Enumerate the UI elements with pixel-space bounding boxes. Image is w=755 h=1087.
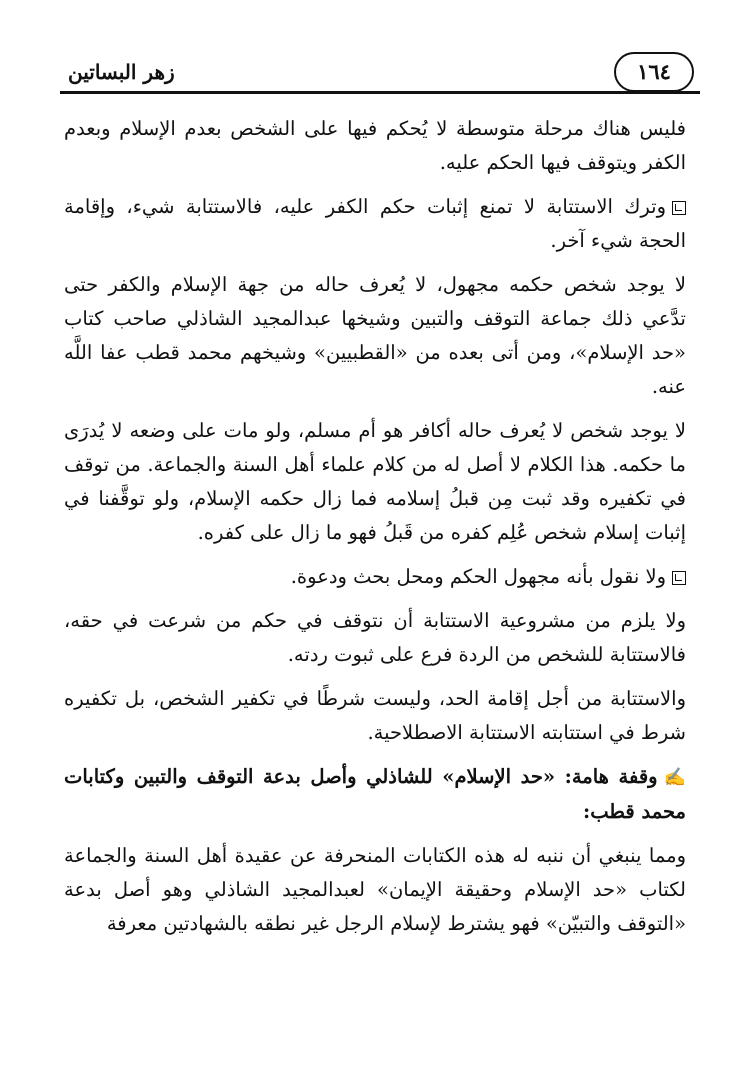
- paragraph-text: ولا نقول بأنه مجهول الحكم ومحل بحث ودعوة.: [290, 565, 666, 588]
- checkbox-icon: [672, 201, 686, 215]
- page-body: [64, 112, 686, 951]
- paragraph-text: ومما ينبغي أن ننبه له هذه الكتابات المنحرفة عن عقيدة أهل السنة والجماعة لكتاب «حد الإسلام وحقيقة الإيمان» لعبدالمجيد الشاذلي وهو أصل بدعة «التوقف والتبيّن» فهو يشترط لإسلام الرجل غير نطقه بالشهادتين معرفة: [64, 843, 686, 935]
- book-title: زهر البساتين: [68, 60, 175, 84]
- paragraph: [64, 112, 686, 180]
- paragraph-text: لا يوجد شخص لا يُعرف حاله أكافر هو أم مسلم، ولو مات على وضعه لا يُدرَى ما حكمه. هذا الكلام لا أصل له من كلام علماء أهل السنة والجماعة. من توقف في تكفيره وقد ثبت مِن قبلُ إسلامه فما زال حكمه الإسلام، ولو توقَّفنا في إثبات إسلام شخص عُلِم كفره من قَبلُ فهو ما زال على كفره.: [64, 419, 686, 544]
- paragraph-text: والاستتابة من أجل إقامة الحد، وليست شرطًا في تكفير الشخص، بل تكفيره شرط في استتابته الاستتابة الاصطلاحية.: [64, 687, 686, 744]
- checkbox-icon: [672, 571, 686, 585]
- page-header: [60, 50, 700, 100]
- paragraph: [64, 414, 686, 550]
- paragraph: [64, 268, 686, 404]
- header-rule: [60, 91, 700, 94]
- boxed-paragraph: [64, 190, 686, 258]
- heading-text: وقفة هامة: «حد الإسلام» للشاذلي وأصل بدعة التوقف والتبين وكتابات محمد قطب:: [64, 765, 686, 823]
- page-number-badge: ١٦٤: [614, 52, 694, 92]
- paragraph: [64, 839, 686, 941]
- paragraph: [64, 604, 686, 672]
- paragraph-text: فليس هناك مرحلة متوسطة لا يُحكم فيها على الشخص بعدم الإسلام وبعدم الكفر ويتوقف فيها الحكم عليه.: [64, 117, 686, 174]
- section-heading: [64, 760, 686, 829]
- writing-hand-icon: ✍: [663, 766, 686, 788]
- boxed-paragraph: [64, 560, 686, 594]
- paragraph-text: وترك الاستتابة لا تمنع إثبات حكم الكفر عليه، فالاستتابة شيء، وإقامة الحجة شيء آخر.: [64, 195, 686, 252]
- paragraph-text: لا يوجد شخص حكمه مجهول، لا يُعرف حاله من جهة الإسلام والكفر حتى تدَّعي ذلك جماعة التوقف والتبين وشيخها عبدالمجيد الشاذلي صاحب كتاب «حد الإسلام»، ومن أتى بعده من «القطبيين» وشيخهم محمد قطب عفا اللَّه عنه.: [64, 273, 686, 398]
- paragraph: [64, 682, 686, 750]
- paragraph-text: ولا يلزم من مشروعية الاستتابة أن نتوقف في حكم من شرعت في حقه، فالاستتابة للشخص من الردة فرع على ثبوت ردته.: [64, 609, 686, 666]
